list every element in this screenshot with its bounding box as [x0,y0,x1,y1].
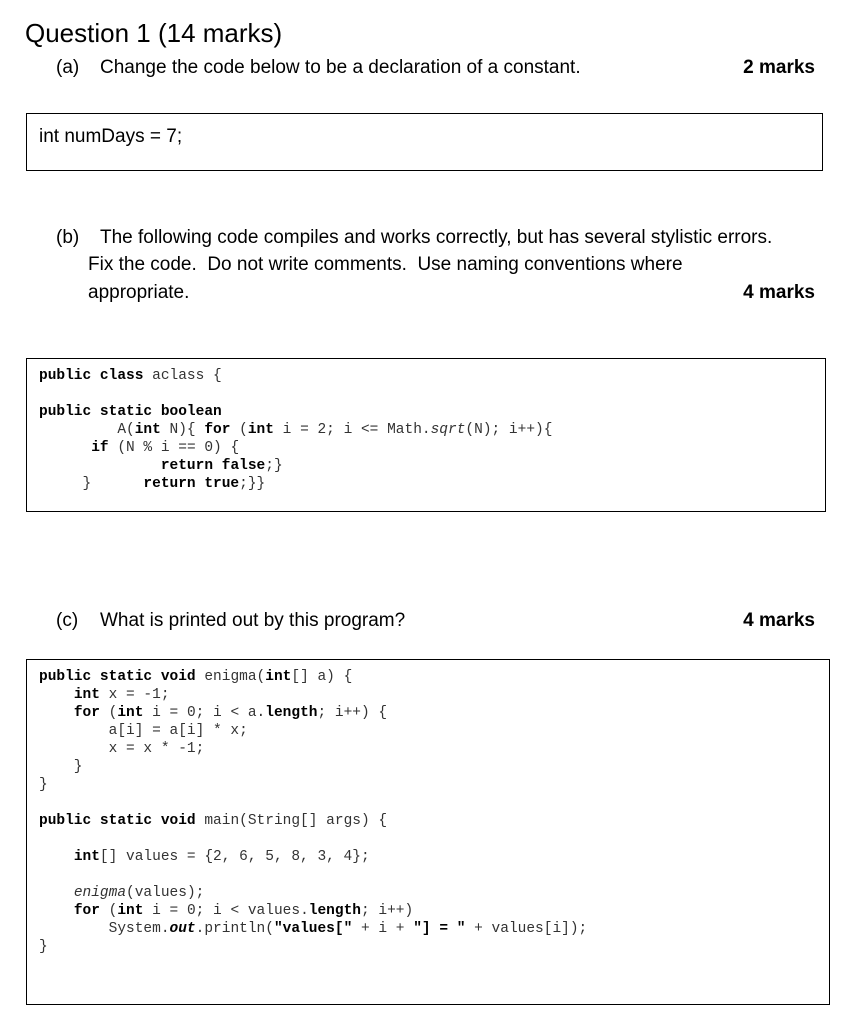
code-line: public class aclass { [39,368,222,384]
code-line: a[i] = a[i] * x; [39,723,248,739]
code-line: for (int i = 0; i < a.length; i++) { [73,705,388,721]
code-line: A(int N){ for (int i = 2; i <= Math.sqrt(N); i++){ [39,422,553,438]
part-a-label: (a) [56,57,80,78]
code-line: public static void enigma(int[] a) { [39,669,353,685]
part-c-code-box[interactable] [26,659,830,1005]
question-title: Question 1 (14 marks) [25,18,283,48]
part-c-marks: 4 marks [743,610,815,631]
code-line: public static boolean [39,404,222,420]
code-line: int x = -1; [73,687,170,703]
part-b-label: (b) [56,227,80,248]
part-b-text-line3: appropriate. [88,282,190,303]
code-line: int[] values = {2, 6, 5, 8, 3, 4}; [73,849,370,865]
code-line: } [39,939,48,955]
code-line: return false;} [160,458,283,474]
code-line: System.out.println("values[" + i + "] = " + values[i]); [39,921,588,937]
part-b-marks: 4 marks [743,282,815,303]
code-line: enigma(values); [73,885,205,901]
part-b-code [39,367,552,493]
code-line: } [39,759,83,775]
part-a-marks: 2 marks [743,57,815,78]
part-c-text: What is printed out by this program? [100,610,406,631]
code-line: public static void main(String[] args) { [39,813,388,829]
part-a-code: int numDays = 7; [39,126,183,147]
code-line: } [39,777,48,793]
part-b-code-box[interactable] [26,358,826,512]
part-a-text: Change the code below to be a declaration of a constant. [100,57,581,78]
part-b-text-line1: The following code compiles and works correctly, but has several stylistic errors. [100,227,773,248]
part-c-label: (c) [56,610,79,631]
code-line: for (int i = 0; i < values.length; i++) [73,903,414,919]
code-line: if (N % i == 0) { [91,440,240,456]
code-line: } return true;}} [39,476,266,492]
code-line: x = x * -1; [39,741,205,757]
part-c-code [39,668,587,956]
part-b-text-line2: Fix the code. Do not write comments. Use naming conventions where [88,254,683,275]
part-a-answer-box[interactable] [26,113,823,171]
